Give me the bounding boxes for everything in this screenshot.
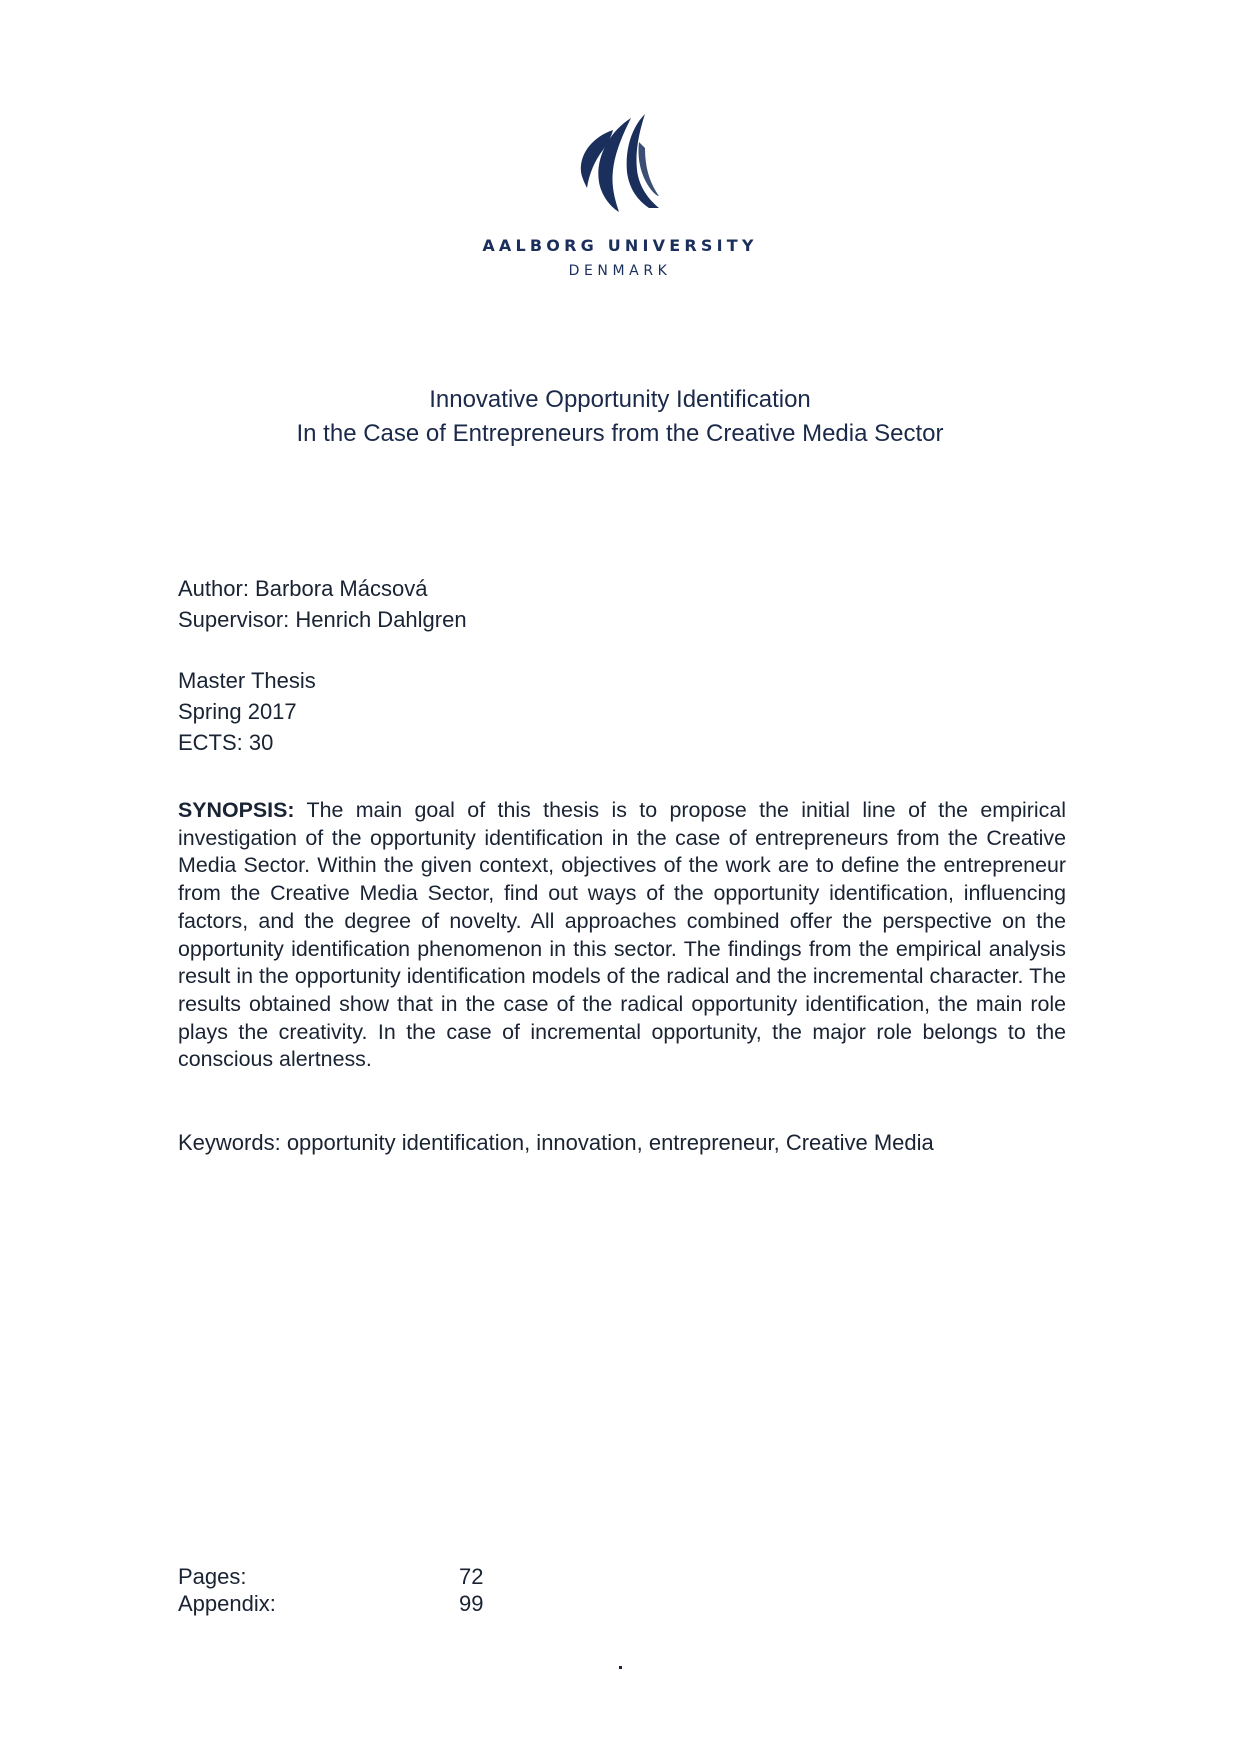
pages-value: 72 (459, 1564, 484, 1589)
appendix-value: 99 (459, 1591, 484, 1616)
pages-row (178, 1563, 578, 1590)
appendix-row (178, 1590, 578, 1617)
title-line-1: Innovative Opportunity Identification (429, 386, 811, 413)
appendix-label: Appendix: (178, 1591, 276, 1616)
thesis-title (0, 383, 1240, 451)
university-name: AALBORG UNIVERSITY (482, 236, 758, 255)
thesis-term: Spring 2017 (178, 699, 297, 724)
title-line-2: In the Case of Entrepreneurs from the Creative Media Sector (296, 420, 944, 447)
thesis-info-block (178, 665, 316, 758)
page-marker-dot (619, 1666, 622, 1669)
synopsis-label: SYNOPSIS: (178, 798, 295, 822)
pages-label: Pages: (178, 1564, 247, 1589)
aalborg-university-logo (573, 112, 667, 212)
supervisor-line: Supervisor: Henrich Dahlgren (178, 607, 467, 632)
thesis-ects: ECTS: 30 (178, 730, 274, 755)
author-line: Author: Barbora Mácsová (178, 576, 428, 601)
page-stats (178, 1563, 578, 1617)
university-country: DENMARK (568, 263, 672, 279)
author-block (178, 573, 467, 635)
synopsis-paragraph (178, 797, 1066, 1074)
thesis-type: Master Thesis (178, 668, 316, 693)
synopsis-text: The main goal of this thesis is to propose the initial line of the empirical investigation of the opportunity identification in the case of entrepreneurs from the Creative Media Sector. Within the given context, objectives of the work are to define the entrepreneur from the Creative Media Sector, find out ways of the opportunity identification, influencing factors, and the degree of novelty. All approaches combined offer the perspective on the opportunity identification phenomenon in this sector. The findings from the empirical analysis result in the opportunity identification models of the radical and the incremental character. The results obtained show that in the case of the radical opportunity identification, the main role plays the creativity. In the case of incremental opportunity, the major role belongs to the conscious alertness. (178, 798, 1066, 1072)
keywords-line: Keywords: opportunity identification, innovation, entrepreneur, Creative Media (178, 1130, 934, 1155)
